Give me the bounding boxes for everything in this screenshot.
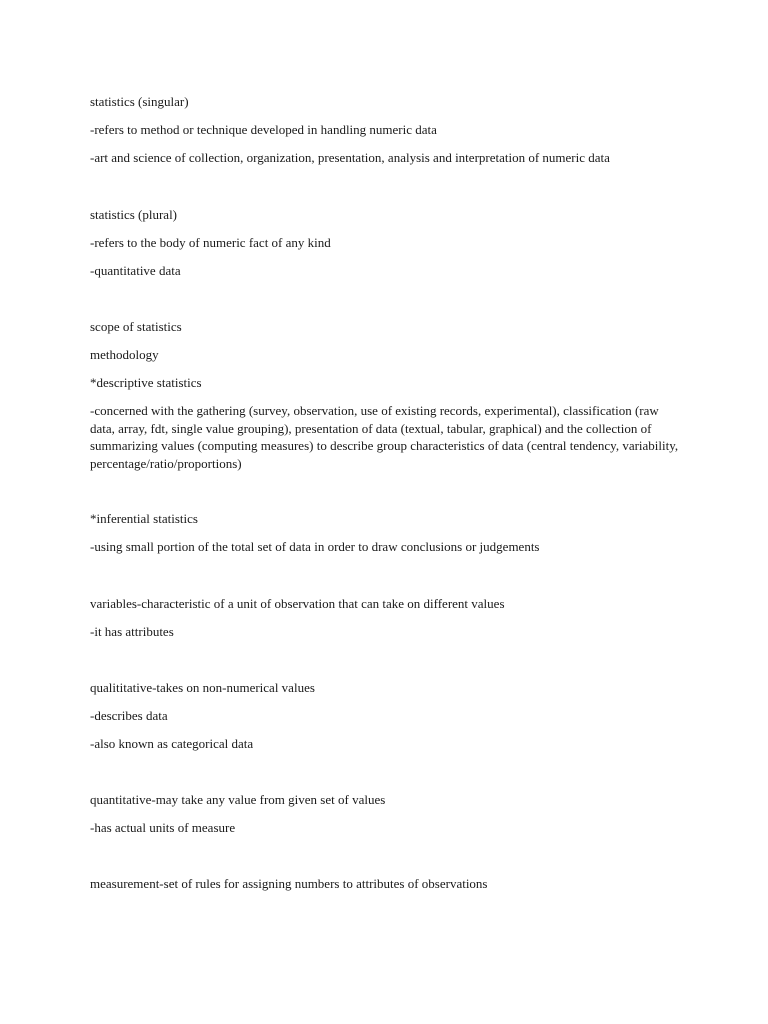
text-line: -it has attributes [90, 624, 174, 639]
definition-qualitative: qualititative-takes on non-numerical values [90, 680, 315, 695]
definition-variables: variables-characteristic of a unit of observation that can take on different values [90, 596, 505, 611]
text-line: -refers to the body of numeric fact of any kind [90, 235, 331, 250]
text-line: -refers to method or technique developed in handling numeric data [90, 122, 437, 137]
definition-quantitative: quantitative-may take any value from given set of values [90, 792, 386, 807]
text-line: -art and science of collection, organization, presentation, analysis and interpretation of numeric data [90, 150, 610, 165]
text-line: -also known as categorical data [90, 736, 254, 751]
text-line: -has actual units of measure [90, 820, 236, 835]
paragraph-descriptive: -concerned with the gathering (survey, observation, use of existing records, experimental), classification (raw data, array, fdt, single value grouping), presentation of data (textual, tabular, graphical) and the collection of summarizing values (computing measures) to describe group characteristics of data (central tendency, variability, percentage/ratio/proportions) [90, 403, 679, 471]
text-line: -describes data [90, 708, 168, 723]
definition-measurement: measurement-set of rules for assigning numbers to attributes of observations [90, 876, 488, 891]
text-line: -quantitative data [90, 263, 181, 278]
text-line: methodology [90, 347, 159, 362]
heading-inferential-statistics: *inferential statistics [90, 511, 198, 526]
heading-descriptive-statistics: *descriptive statistics [90, 375, 202, 390]
heading-scope-of-statistics: scope of statistics [90, 319, 182, 334]
heading-statistics-plural: statistics (plural) [90, 207, 178, 222]
heading-statistics-singular: statistics (singular) [90, 94, 189, 109]
text-line: -using small portion of the total set of data in order to draw conclusions or judgements [90, 539, 540, 554]
